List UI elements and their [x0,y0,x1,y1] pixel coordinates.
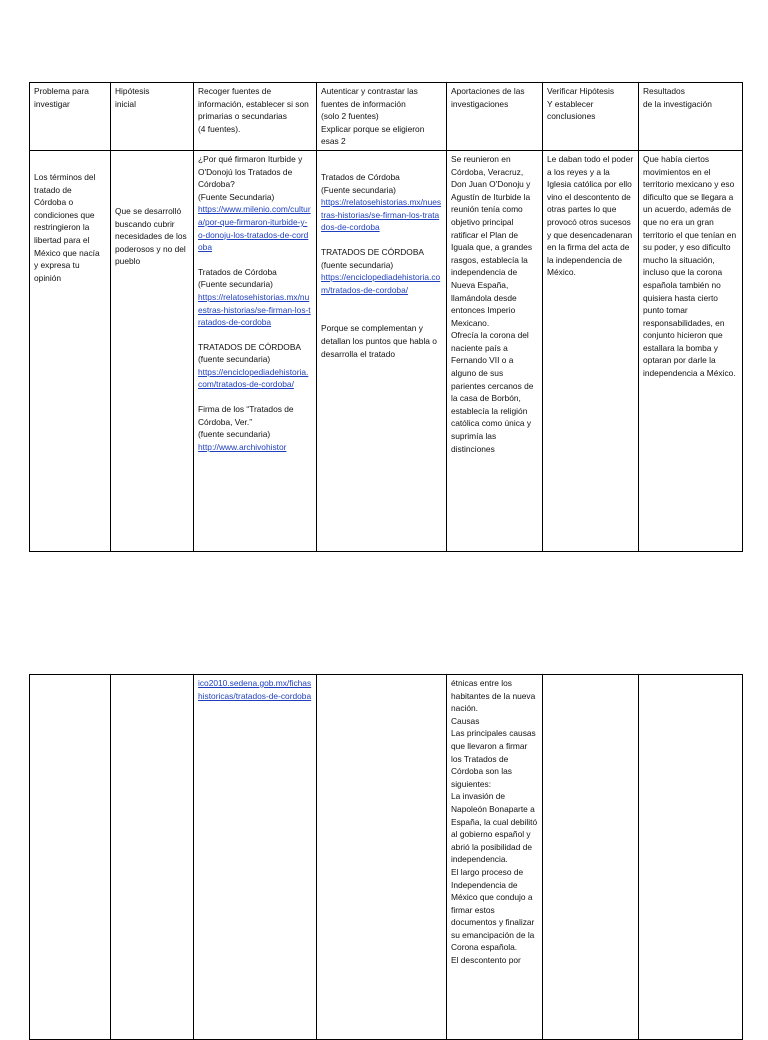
cell-hipotesis-cont [111,675,194,1040]
header-fuentes [194,83,317,151]
fuente-link[interactable]: https://relatosehistorias.mx/nuestras-historias/se-firman-los-tratados-de-cordoba [321,197,442,233]
fuente-title: Tratados de Córdoba (Fuente secundaria) [198,266,277,290]
autenticar-fuente-2 [321,246,442,296]
cell-autenticar [317,150,447,551]
header-text: Problema para investigar [34,86,89,109]
resultados-text: Que había ciertos movimientos en el territorio mexicano y eso dificulto que se llegara a un acuerdo, además de que no era un gran territorio el que tenían en su poder, y eso dificulto mucho la situación, incluso que la corona española también no quisiera hasta cierto punto tomar responsabilidades, en conjunto hicieron que estallara la bomba y optaran por darle la independencia a México. [643,153,737,379]
fuente-4 [198,403,312,453]
cell-resultados-cont [639,675,743,1040]
fuente-title: ¿Por qué firmaron Iturbide y O'Donojú los Tratados de Córdoba? (Fuente Secundaria) [198,153,303,202]
investigation-table-page2 [29,674,743,1040]
fuente-title: Tratados de Córdoba (Fuente secundaria) [321,171,400,195]
header-verificar [543,83,639,151]
header-autenticar [317,83,447,151]
cell-problema-cont [30,675,111,1040]
header-problema [30,83,111,151]
fuente-title: Firma de los “Tratados de Córdoba, Ver.” (fuente secundaria) [198,404,294,440]
cell-verificar [543,150,639,551]
aportaciones-text: Se reunieron en Córdoba, Veracruz, Don Juan O'Donoju y Agustín de Iturbide la reunión tenía como objetivo principal ratificar el Plan de Iguala que, a grandes rasgos, establecía la independencia de Nueva España, llamándola desde entonces Imperio Mexicano. Ofrecía la corona del naciente país a Fernando VII o a alguno de sus parientes cercanos de la casa de Borbón, establecía la religión católica como única y suprimía las distinciones [451,153,534,454]
header-text: Autenticar y contrastar las fuentes de información (solo 2 fuentes) Explicar porque se eligieron esas 2 [321,86,425,147]
investigation-table-page1 [29,82,743,552]
fuente-link[interactable]: https://relatosehistorias.mx/nuestras-historias/se-firman-los-tratados-de-cordoba [198,291,311,328]
cell-autenticar-cont [317,675,447,1040]
fuente-2 [198,266,312,329]
fuente-1 [198,153,312,254]
fuente-link[interactable]: http://www.archivohistor [198,441,287,452]
header-resultados [639,83,743,151]
fuente-title: TRATADOS DE CÓRDOBA (fuente secundaria) [198,341,301,365]
header-text: Recoger fuentes de información, establecer si son primarias o secundarias (4 fuentes). [198,86,309,134]
cell-aportaciones [447,150,543,551]
fuente-3 [198,341,312,391]
fuente-title: TRATADOS DE CÓRDOBA (fuente secundaria) [321,246,424,270]
fuente-link-continued[interactable]: ico2010.sedena.gob.mx/fichashistoricas/tratados-de-cordoba [198,678,312,701]
problema-text: Los términos del tratado de Córdoba o condiciones que restringieron la libertad para el México que nacía y expresa tu opinión [34,171,100,283]
cell-aportaciones-cont [447,675,543,1040]
fuente-link[interactable]: https://enciclopediadehistoria.com/tratados-de-cordoba/ [198,366,309,390]
header-text: Aportaciones de las investigaciones [451,86,525,109]
hipotesis-text: Que se desarrolló buscando cubrir necesidades de los poderosos y no del pueblo [115,205,187,267]
cell-problema [30,150,111,551]
aportaciones-text-continued: étnicas entre los habitantes de la nueva nación. Causas Las principales causas que llevaron a firmar los Tratados de Córdoba son las siguientes: La invasión de Napoleón Bonaparte a España, la cual debilitó al gobierno español y abrió la posibilidad de independencia. El largo proceso de Independencia de México que condujo a firmar estos documentos y finalizar su emancipación de la Corona española. El descontento por [451,678,538,966]
fuente-link[interactable]: https://enciclopediadehistoria.com/tratados-de-cordoba/ [321,272,441,295]
cell-fuentes [194,150,317,551]
header-text: Verificar Hipótesis Y establecer conclusiones [547,86,615,122]
verificar-text: Le daban todo el poder a los reyes y a la Iglesia católica por ello vino el descontento de otras partes lo que provocó otros sucesos y que desencadenaran en la firma del acta de la independencia de México. [547,153,634,278]
header-text: Resultados de la investigación [643,86,712,109]
autenticar-fuente-1 [321,171,442,234]
cell-hipotesis [111,150,194,551]
header-hipotesis [111,83,194,151]
cell-verificar-cont [543,675,639,1040]
autenticar-razon: Porque se complementan y detallan los puntos que habla o desarrolla el tratado [321,323,437,359]
header-aportaciones [447,83,543,151]
header-text: Hipótesis inicial [115,86,150,109]
cell-resultados [639,150,743,551]
cell-fuentes-cont [194,675,317,1040]
fuente-link[interactable]: https://www.milenio.com/cultura/por-que-firmaron-iturbide-y-o-donoju-los-tratados-de-cordoba [198,204,311,253]
